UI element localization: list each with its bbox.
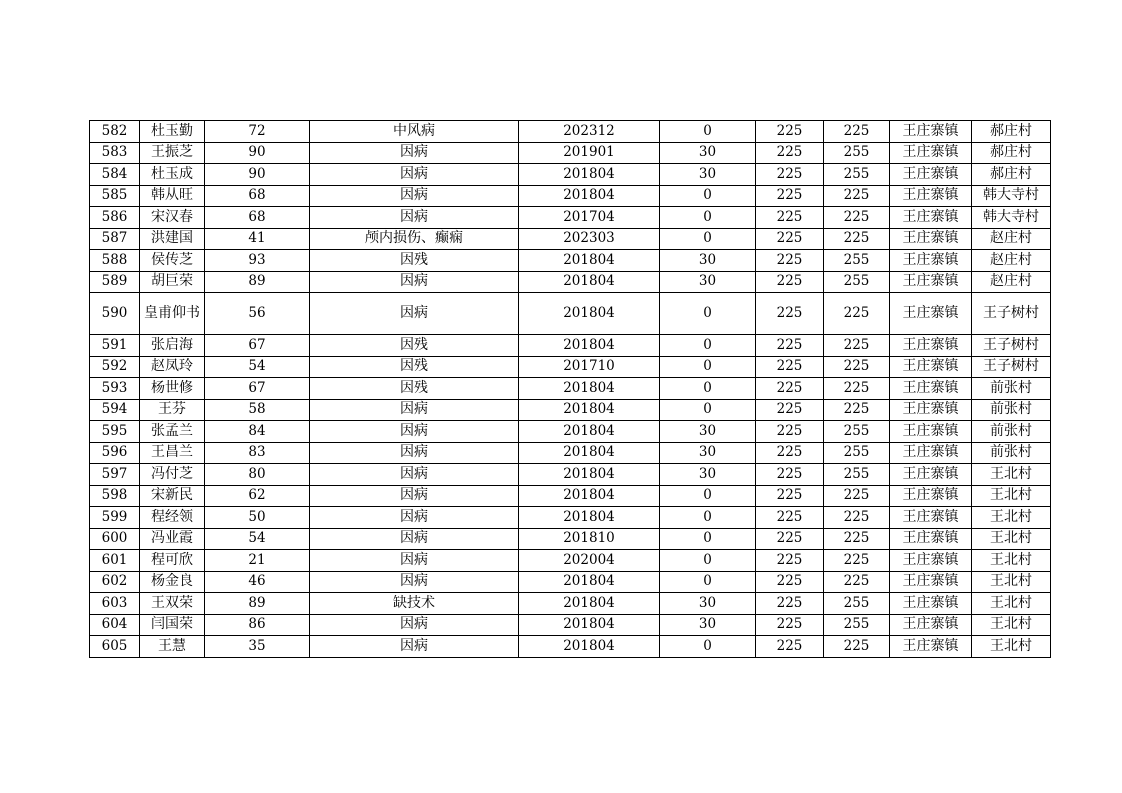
cell-extra-subsidy: 0 (660, 399, 756, 421)
cell-reason: 缺技术 (310, 593, 519, 615)
cell-village: 前张村 (972, 421, 1051, 443)
cell-start-date: 201804 (519, 378, 660, 400)
cell-total-amount: 225 (824, 335, 890, 357)
cell-extra-subsidy: 30 (660, 593, 756, 615)
cell-name: 王振芝 (140, 142, 205, 164)
cell-total-amount: 225 (824, 571, 890, 593)
table-row (90, 293, 1051, 335)
table-row (90, 593, 1051, 615)
cell-base-amount: 225 (756, 271, 824, 293)
cell-total-amount: 225 (824, 550, 890, 572)
cell-extra-subsidy: 0 (660, 121, 756, 143)
cell-town: 王庄寨镇 (890, 593, 972, 615)
cell-start-date: 201804 (519, 399, 660, 421)
cell-serial-number: 599 (90, 507, 140, 529)
cell-total-amount: 225 (824, 528, 890, 550)
cell-village: 前张村 (972, 442, 1051, 464)
cell-name: 张孟兰 (140, 421, 205, 443)
cell-town: 王庄寨镇 (890, 293, 972, 335)
cell-town: 王庄寨镇 (890, 142, 972, 164)
cell-town: 王庄寨镇 (890, 250, 972, 272)
cell-town: 王庄寨镇 (890, 464, 972, 486)
cell-town: 王庄寨镇 (890, 121, 972, 143)
cell-base-amount: 225 (756, 378, 824, 400)
cell-name: 张启海 (140, 335, 205, 357)
cell-total-amount: 225 (824, 636, 890, 658)
cell-age: 90 (205, 164, 310, 186)
cell-start-date: 201804 (519, 185, 660, 207)
cell-reason: 因病 (310, 636, 519, 658)
cell-extra-subsidy: 30 (660, 271, 756, 293)
cell-name: 宋新民 (140, 485, 205, 507)
cell-base-amount: 225 (756, 507, 824, 529)
cell-village: 王北村 (972, 614, 1051, 636)
cell-serial-number: 597 (90, 464, 140, 486)
cell-reason: 因残 (310, 335, 519, 357)
cell-start-date: 201710 (519, 356, 660, 378)
cell-age: 41 (205, 228, 310, 250)
cell-age: 58 (205, 399, 310, 421)
cell-total-amount: 225 (824, 356, 890, 378)
cell-serial-number: 604 (90, 614, 140, 636)
cell-total-amount: 255 (824, 614, 890, 636)
cell-base-amount: 225 (756, 164, 824, 186)
cell-age: 68 (205, 185, 310, 207)
table-row (90, 614, 1051, 636)
cell-reason: 因病 (310, 185, 519, 207)
cell-extra-subsidy: 30 (660, 164, 756, 186)
cell-age: 54 (205, 356, 310, 378)
table-row (90, 250, 1051, 272)
cell-total-amount: 225 (824, 378, 890, 400)
cell-total-amount: 225 (824, 121, 890, 143)
cell-name: 韩从旺 (140, 185, 205, 207)
cell-name: 王芬 (140, 399, 205, 421)
cell-start-date: 202004 (519, 550, 660, 572)
cell-town: 王庄寨镇 (890, 528, 972, 550)
cell-age: 67 (205, 335, 310, 357)
cell-start-date: 201804 (519, 464, 660, 486)
cell-town: 王庄寨镇 (890, 207, 972, 229)
cell-town: 王庄寨镇 (890, 228, 972, 250)
cell-serial-number: 582 (90, 121, 140, 143)
cell-age: 80 (205, 464, 310, 486)
cell-base-amount: 225 (756, 485, 824, 507)
cell-start-date: 201804 (519, 442, 660, 464)
cell-base-amount: 225 (756, 464, 824, 486)
cell-village: 王北村 (972, 464, 1051, 486)
cell-extra-subsidy: 0 (660, 228, 756, 250)
cell-town: 王庄寨镇 (890, 485, 972, 507)
cell-start-date: 201804 (519, 293, 660, 335)
cell-extra-subsidy: 30 (660, 614, 756, 636)
cell-base-amount: 225 (756, 571, 824, 593)
cell-extra-subsidy: 30 (660, 142, 756, 164)
cell-name: 杜玉勤 (140, 121, 205, 143)
cell-extra-subsidy: 0 (660, 636, 756, 658)
cell-town: 王庄寨镇 (890, 164, 972, 186)
cell-total-amount: 255 (824, 142, 890, 164)
cell-start-date: 201804 (519, 614, 660, 636)
table-row (90, 636, 1051, 658)
cell-reason: 因病 (310, 271, 519, 293)
cell-total-amount: 225 (824, 399, 890, 421)
table-row (90, 421, 1051, 443)
cell-name: 杜玉成 (140, 164, 205, 186)
cell-town: 王庄寨镇 (890, 378, 972, 400)
cell-start-date: 201804 (519, 250, 660, 272)
cell-serial-number: 590 (90, 293, 140, 335)
cell-extra-subsidy: 0 (660, 185, 756, 207)
table-body (90, 121, 1051, 658)
cell-age: 93 (205, 250, 310, 272)
cell-base-amount: 225 (756, 550, 824, 572)
cell-extra-subsidy: 30 (660, 442, 756, 464)
cell-village: 赵庄村 (972, 271, 1051, 293)
cell-base-amount: 225 (756, 614, 824, 636)
cell-start-date: 201804 (519, 271, 660, 293)
cell-base-amount: 225 (756, 399, 824, 421)
cell-town: 王庄寨镇 (890, 442, 972, 464)
cell-name: 冯付芝 (140, 464, 205, 486)
cell-serial-number: 602 (90, 571, 140, 593)
table-row (90, 185, 1051, 207)
cell-serial-number: 585 (90, 185, 140, 207)
cell-start-date: 202303 (519, 228, 660, 250)
cell-town: 王庄寨镇 (890, 271, 972, 293)
cell-base-amount: 225 (756, 228, 824, 250)
cell-reason: 因病 (310, 399, 519, 421)
cell-village: 郝庄村 (972, 142, 1051, 164)
cell-reason: 因残 (310, 250, 519, 272)
cell-base-amount: 225 (756, 528, 824, 550)
table-row (90, 399, 1051, 421)
cell-village: 王北村 (972, 593, 1051, 615)
table-row (90, 485, 1051, 507)
cell-total-amount: 225 (824, 293, 890, 335)
cell-extra-subsidy: 30 (660, 421, 756, 443)
cell-town: 王庄寨镇 (890, 550, 972, 572)
cell-name: 程经领 (140, 507, 205, 529)
cell-reason: 因病 (310, 528, 519, 550)
cell-reason: 颅内损伤、癫痫 (310, 228, 519, 250)
cell-name: 王双荣 (140, 593, 205, 615)
cell-serial-number: 583 (90, 142, 140, 164)
cell-town: 王庄寨镇 (890, 636, 972, 658)
cell-serial-number: 586 (90, 207, 140, 229)
cell-start-date: 201804 (519, 571, 660, 593)
cell-town: 王庄寨镇 (890, 356, 972, 378)
cell-extra-subsidy: 0 (660, 528, 756, 550)
cell-town: 王庄寨镇 (890, 507, 972, 529)
cell-name: 冯业霞 (140, 528, 205, 550)
cell-start-date: 201810 (519, 528, 660, 550)
cell-base-amount: 225 (756, 442, 824, 464)
table-row (90, 142, 1051, 164)
cell-total-amount: 225 (824, 185, 890, 207)
cell-reason: 因残 (310, 378, 519, 400)
table-row (90, 164, 1051, 186)
cell-start-date: 201901 (519, 142, 660, 164)
cell-start-date: 201804 (519, 335, 660, 357)
cell-base-amount: 225 (756, 185, 824, 207)
cell-village: 王子树村 (972, 356, 1051, 378)
cell-base-amount: 225 (756, 142, 824, 164)
cell-serial-number: 600 (90, 528, 140, 550)
cell-name: 王昌兰 (140, 442, 205, 464)
cell-name: 王慧 (140, 636, 205, 658)
cell-age: 21 (205, 550, 310, 572)
cell-extra-subsidy: 0 (660, 356, 756, 378)
cell-village: 前张村 (972, 378, 1051, 400)
cell-reason: 因病 (310, 614, 519, 636)
table-row (90, 207, 1051, 229)
cell-serial-number: 595 (90, 421, 140, 443)
cell-serial-number: 588 (90, 250, 140, 272)
cell-name: 程可欣 (140, 550, 205, 572)
cell-extra-subsidy: 0 (660, 378, 756, 400)
cell-serial-number: 605 (90, 636, 140, 658)
table-row (90, 442, 1051, 464)
cell-age: 62 (205, 485, 310, 507)
cell-name: 闫国荣 (140, 614, 205, 636)
table-row (90, 528, 1051, 550)
cell-start-date: 201804 (519, 421, 660, 443)
cell-reason: 中风病 (310, 121, 519, 143)
assistance-roster-table (89, 120, 1051, 658)
cell-start-date: 201804 (519, 593, 660, 615)
cell-age: 89 (205, 593, 310, 615)
cell-age: 86 (205, 614, 310, 636)
cell-village: 前张村 (972, 399, 1051, 421)
cell-serial-number: 594 (90, 399, 140, 421)
cell-town: 王庄寨镇 (890, 421, 972, 443)
cell-base-amount: 225 (756, 636, 824, 658)
table-row (90, 378, 1051, 400)
cell-base-amount: 225 (756, 335, 824, 357)
cell-age: 84 (205, 421, 310, 443)
table-row (90, 335, 1051, 357)
cell-base-amount: 225 (756, 593, 824, 615)
cell-total-amount: 225 (824, 207, 890, 229)
cell-total-amount: 255 (824, 164, 890, 186)
cell-start-date: 201804 (519, 636, 660, 658)
cell-start-date: 201804 (519, 164, 660, 186)
cell-reason: 因病 (310, 571, 519, 593)
cell-base-amount: 225 (756, 421, 824, 443)
cell-name: 皇甫仰书 (140, 293, 205, 335)
cell-start-date: 201804 (519, 485, 660, 507)
table-row (90, 550, 1051, 572)
cell-serial-number: 601 (90, 550, 140, 572)
cell-name: 洪建国 (140, 228, 205, 250)
cell-age: 35 (205, 636, 310, 658)
table-row (90, 507, 1051, 529)
cell-start-date: 202312 (519, 121, 660, 143)
cell-village: 王北村 (972, 571, 1051, 593)
cell-reason: 因病 (310, 293, 519, 335)
cell-extra-subsidy: 30 (660, 250, 756, 272)
cell-age: 50 (205, 507, 310, 529)
cell-reason: 因病 (310, 421, 519, 443)
cell-extra-subsidy: 0 (660, 571, 756, 593)
cell-serial-number: 591 (90, 335, 140, 357)
cell-village: 郝庄村 (972, 121, 1051, 143)
cell-name: 侯传芝 (140, 250, 205, 272)
cell-total-amount: 225 (824, 507, 890, 529)
table-row (90, 228, 1051, 250)
cell-reason: 因病 (310, 550, 519, 572)
cell-village: 赵庄村 (972, 228, 1051, 250)
table-row (90, 571, 1051, 593)
cell-town: 王庄寨镇 (890, 185, 972, 207)
cell-age: 89 (205, 271, 310, 293)
table-row (90, 356, 1051, 378)
cell-age: 83 (205, 442, 310, 464)
cell-extra-subsidy: 0 (660, 507, 756, 529)
cell-base-amount: 225 (756, 356, 824, 378)
cell-age: 54 (205, 528, 310, 550)
cell-serial-number: 592 (90, 356, 140, 378)
cell-name: 杨世修 (140, 378, 205, 400)
cell-village: 赵庄村 (972, 250, 1051, 272)
cell-village: 王北村 (972, 507, 1051, 529)
table-row (90, 271, 1051, 293)
cell-start-date: 201704 (519, 207, 660, 229)
cell-serial-number: 596 (90, 442, 140, 464)
cell-serial-number: 593 (90, 378, 140, 400)
cell-base-amount: 225 (756, 121, 824, 143)
cell-extra-subsidy: 0 (660, 485, 756, 507)
cell-serial-number: 587 (90, 228, 140, 250)
cell-total-amount: 255 (824, 250, 890, 272)
cell-serial-number: 589 (90, 271, 140, 293)
cell-reason: 因病 (310, 442, 519, 464)
cell-reason: 因病 (310, 164, 519, 186)
cell-age: 67 (205, 378, 310, 400)
cell-reason: 因病 (310, 207, 519, 229)
cell-village: 王北村 (972, 550, 1051, 572)
cell-total-amount: 225 (824, 485, 890, 507)
cell-name: 宋汉春 (140, 207, 205, 229)
cell-town: 王庄寨镇 (890, 571, 972, 593)
cell-village: 郝庄村 (972, 164, 1051, 186)
table-row (90, 464, 1051, 486)
cell-extra-subsidy: 0 (660, 550, 756, 572)
cell-name: 赵凤玲 (140, 356, 205, 378)
cell-town: 王庄寨镇 (890, 614, 972, 636)
cell-village: 王子树村 (972, 335, 1051, 357)
cell-total-amount: 255 (824, 464, 890, 486)
cell-name: 杨金良 (140, 571, 205, 593)
cell-village: 韩大寺村 (972, 207, 1051, 229)
cell-serial-number: 603 (90, 593, 140, 615)
cell-age: 72 (205, 121, 310, 143)
cell-total-amount: 225 (824, 228, 890, 250)
cell-total-amount: 255 (824, 593, 890, 615)
cell-village: 王北村 (972, 528, 1051, 550)
cell-age: 46 (205, 571, 310, 593)
cell-village: 王北村 (972, 636, 1051, 658)
cell-village: 王子树村 (972, 293, 1051, 335)
cell-reason: 因病 (310, 142, 519, 164)
cell-base-amount: 225 (756, 293, 824, 335)
cell-village: 王北村 (972, 485, 1051, 507)
cell-extra-subsidy: 0 (660, 207, 756, 229)
table-row (90, 121, 1051, 143)
cell-base-amount: 225 (756, 207, 824, 229)
cell-total-amount: 255 (824, 442, 890, 464)
cell-total-amount: 255 (824, 421, 890, 443)
cell-village: 韩大寺村 (972, 185, 1051, 207)
cell-reason: 因病 (310, 507, 519, 529)
cell-town: 王庄寨镇 (890, 399, 972, 421)
cell-serial-number: 584 (90, 164, 140, 186)
cell-reason: 因残 (310, 356, 519, 378)
cell-extra-subsidy: 0 (660, 293, 756, 335)
cell-start-date: 201804 (519, 507, 660, 529)
cell-serial-number: 598 (90, 485, 140, 507)
cell-extra-subsidy: 30 (660, 464, 756, 486)
cell-name: 胡巨荣 (140, 271, 205, 293)
cell-extra-subsidy: 0 (660, 335, 756, 357)
cell-reason: 因病 (310, 485, 519, 507)
cell-age: 68 (205, 207, 310, 229)
cell-age: 90 (205, 142, 310, 164)
cell-town: 王庄寨镇 (890, 335, 972, 357)
cell-total-amount: 255 (824, 271, 890, 293)
cell-base-amount: 225 (756, 250, 824, 272)
cell-age: 56 (205, 293, 310, 335)
cell-reason: 因病 (310, 464, 519, 486)
